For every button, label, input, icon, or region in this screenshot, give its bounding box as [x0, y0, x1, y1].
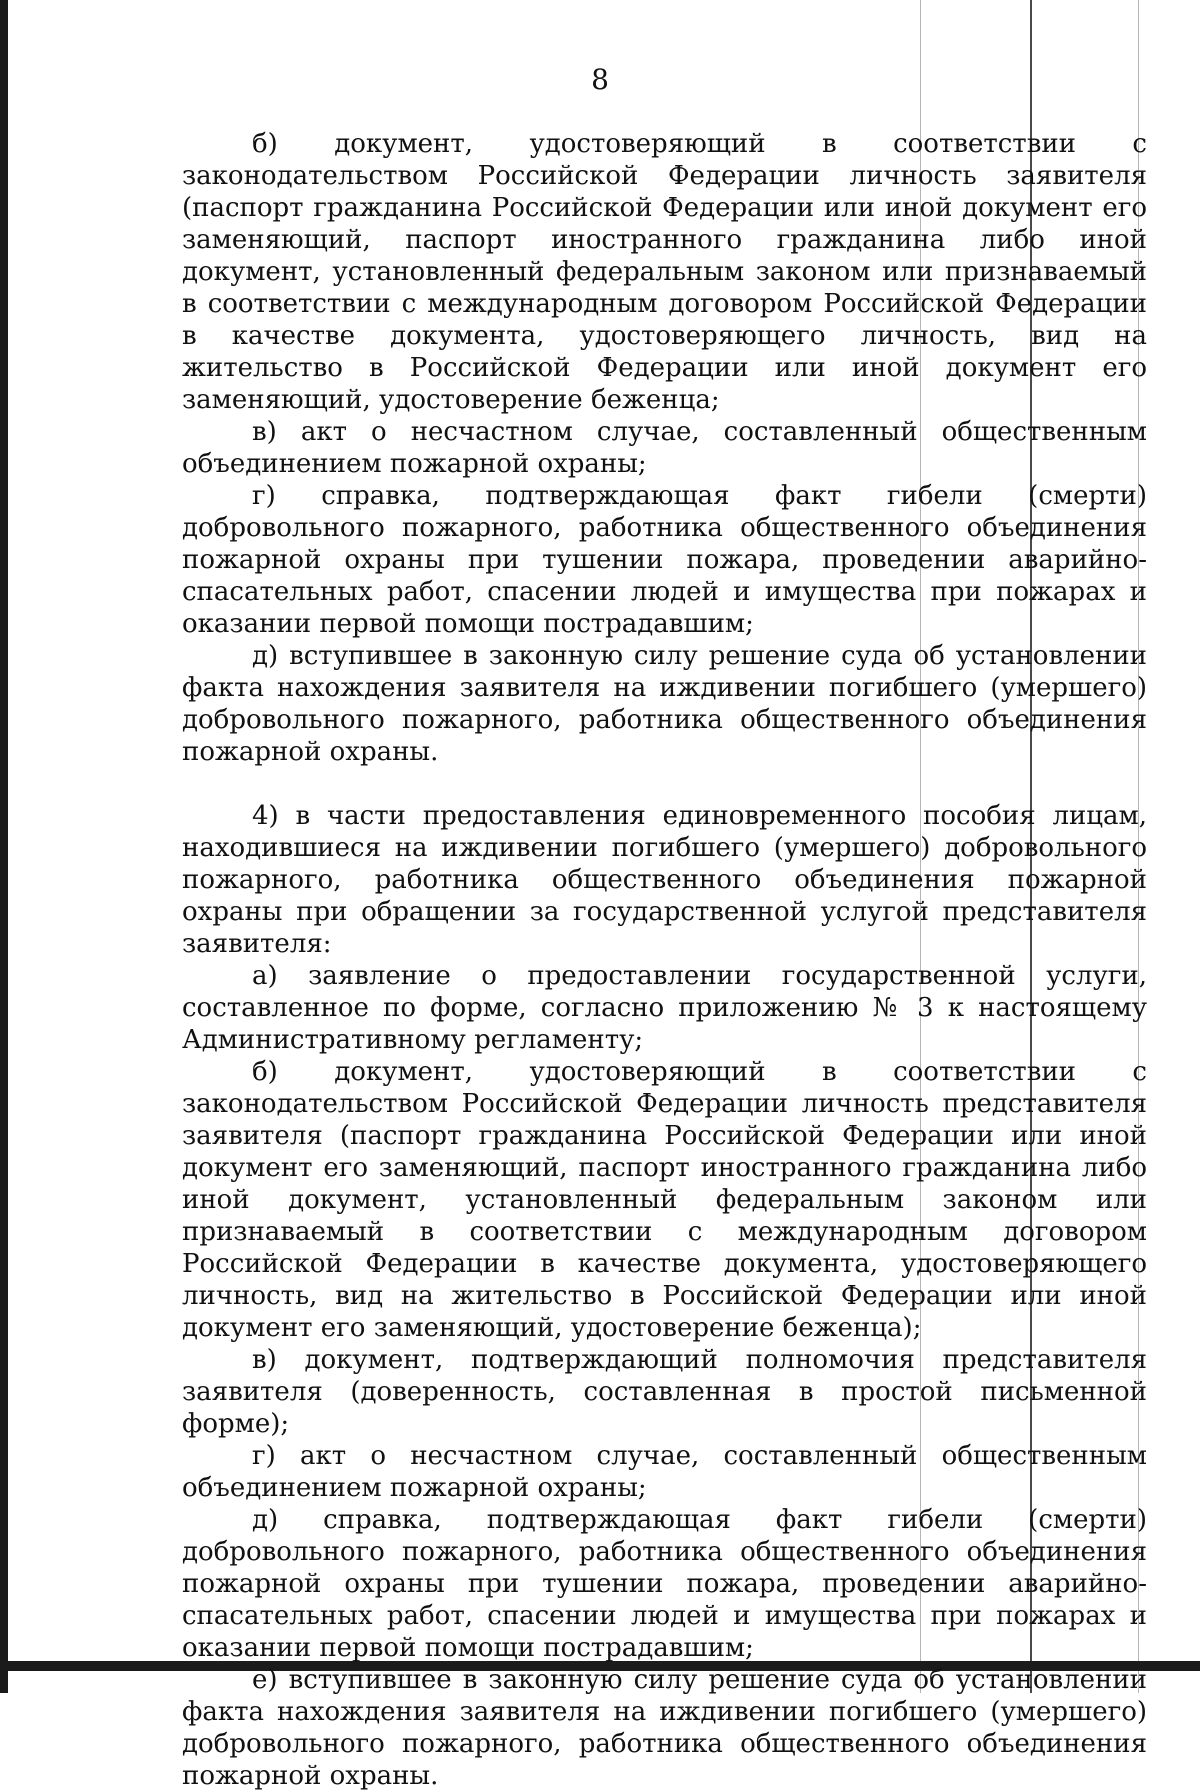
paragraph-b-representative-id: б) документ, удостоверяющий в соответствии с законодательством Российской Федерации личность представителя заявителя (паспорт гражданина Российской Федерации или иной документ его заменяющий, паспорт иностранного гражданина либо иной документ, установленный федеральным законом или признаваемый в соответствии с международным договором Российской Федерации в качестве документа, удостоверяющего личность, вид на жительство в Российской Федерации или иной документ его заменяющий, удостоверение беженца);: [182, 1057, 1147, 1343]
paragraph-d-court-decision: д) вступившее в законную силу решение суда об установлении факта нахождения заявителя на иждивении погибшего (умершего) добровольного пожарного, работника общественного объединения пожарной охраны.: [182, 641, 1147, 767]
paragraph-v-accident-act: в) акт о несчастном случае, составленный общественным объединением пожарной охраны;: [182, 417, 1147, 479]
paragraph-e-court-decision: е) вступившее в законную силу решение суда об установлении факта нахождения заявителя на иждивении погибшего (умершего) добровольного пожарного, работника общественного объединения пожарной охраны.: [182, 1665, 1147, 1791]
paragraph-v-power-of-attorney: в) документ, подтверждающий полномочия представителя заявителя (доверенность, составленная в простой письменной форме);: [182, 1345, 1147, 1439]
paragraph-b-applicant-id: б) документ, удостоверяющий в соответствии с законодательством Российской Федерации личность заявителя (паспорт гражданина Российской Федерации или иной документ его заменяющий, паспорт иностранного гражданина либо иной документ, установленный федеральным законом или признаваемый в соответствии с международным договором Российской Федерации в качестве документа, удостоверяющего личность, вид на жительство в Российской Федерации или иной документ его заменяющий, удостоверение беженца;: [182, 129, 1147, 415]
paragraph-a-application: а) заявление о предоставлении государственной услуги, составленное по форме, согласно приложению № 3 к настоящему Административному регламенту;: [182, 961, 1147, 1055]
paragraph-d-death-certificate: д) справка, подтверждающая факт гибели (смерти) добровольного пожарного, работника общественного объединения пожарной охраны при тушении пожара, проведении аварийно-спасательных работ, спасении людей и имущества при пожарах и оказании первой помощи пострадавшим;: [182, 1505, 1147, 1663]
page-number: 8: [591, 63, 609, 96]
paragraph-g-death-certificate: г) справка, подтверждающая факт гибели (смерти) добровольного пожарного, работника общественного объединения пожарной охраны при тушении пожара, проведении аварийно-спасательных работ, спасении людей и имущества при пожарах и оказании первой помощи пострадавшим;: [182, 481, 1147, 639]
paragraph-g-accident-act: г) акт о несчастном случае, составленный общественным объединением пожарной охраны;: [182, 1441, 1147, 1503]
scan-edge-left: [0, 0, 8, 1693]
document-body: [182, 128, 1147, 1792]
paragraph-section-4-heading: 4) в части предоставления единовременного пособия лицам, находившиеся на иждивении погибшего (умершего) добровольного пожарного, работника общественного объединения пожарной охраны при обращении за государственной услугой представителя заявителя:: [182, 801, 1147, 959]
